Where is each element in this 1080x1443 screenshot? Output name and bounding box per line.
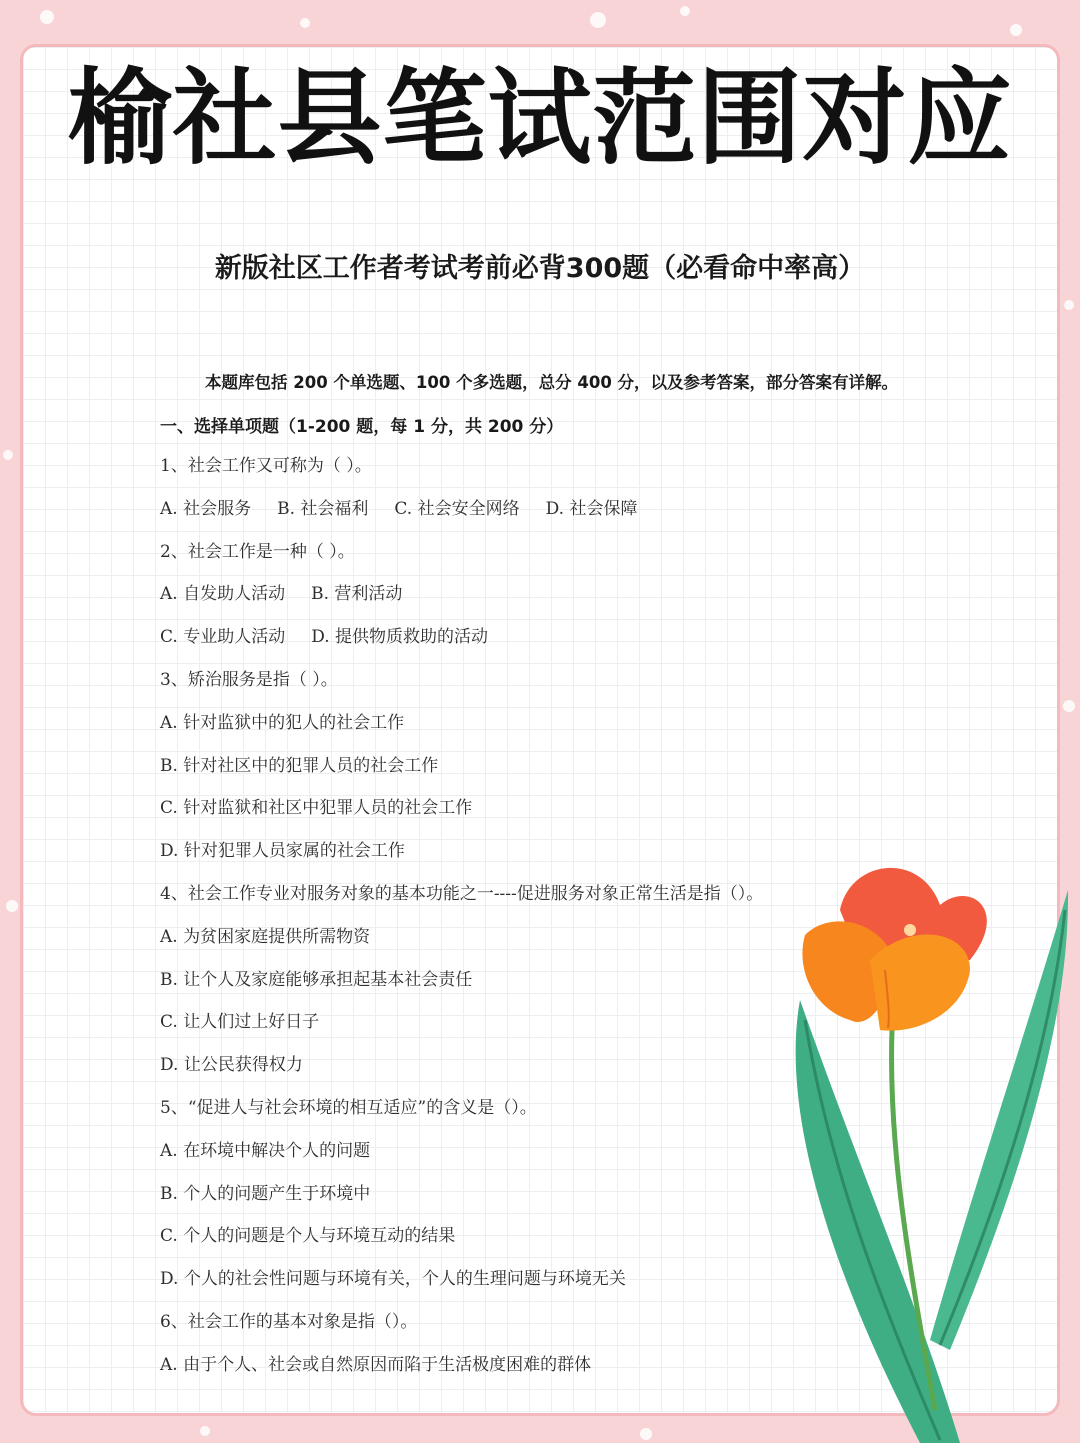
tulip-illustration: [770, 850, 1080, 1443]
pistil: [904, 924, 916, 936]
line-text: B. 让个人及家庭能够承担起基本社会责任: [160, 969, 473, 990]
petal-front-right: [870, 935, 970, 1031]
document-title: 新版社区工作者考试考前必背300题（必看命中率高）: [214, 253, 866, 284]
decor-dot: [1010, 24, 1022, 36]
line-text: A. 社会服务: [160, 498, 252, 519]
decor-dot: [1063, 700, 1075, 712]
line-text: D. 个人的社会性问题与环境有关，个人的生理问题与环境无关: [160, 1269, 626, 1290]
line-text: C. 社会安全网络: [394, 498, 520, 519]
line-text: C. 个人的问题是个人与环境互动的结果: [160, 1226, 456, 1247]
line-text: D. 提供物质救助的活动: [311, 627, 489, 648]
line-text: D. 社会保障: [545, 498, 638, 519]
line-text: C. 专业助人活动: [160, 627, 286, 648]
answer-option-row: [160, 709, 880, 752]
decor-dot: [200, 1426, 210, 1436]
decor-dot: [680, 6, 690, 16]
line-text: B. 营利活动: [311, 584, 403, 605]
line-text: C. 针对监狱和社区中犯罪人员的社会工作: [160, 798, 473, 819]
line-text: D. 让公民获得权力: [160, 1055, 303, 1076]
decor-dot: [590, 12, 606, 28]
decor-dot: [300, 18, 310, 28]
line-text: 6、社会工作的基本对象是指（）。: [160, 1311, 418, 1332]
line-text: 1、社会工作又可称为（ ）。: [160, 456, 372, 476]
line-text: B. 社会福利: [277, 498, 369, 519]
answer-option-row: [160, 495, 880, 538]
line-text: A. 针对监狱中的犯人的社会工作: [160, 712, 405, 733]
answer-option-row: [160, 623, 880, 666]
decor-dot: [1064, 300, 1074, 310]
question-stem: [160, 666, 880, 709]
section-title: 一、选择单项题（1-200 题，每 1 分，共 200 分）: [160, 417, 564, 437]
answer-option-row: [160, 752, 880, 795]
line-text: 4、社会工作专业对服务对象的基本功能之一----促进服务对象正常生活是指（）。: [160, 883, 764, 904]
line-text: C. 让人们过上好日子: [160, 1012, 320, 1033]
answer-option-row: [160, 794, 880, 837]
headline: 榆社县笔试范围对应: [67, 57, 1013, 179]
line-text: B. 针对社区中的犯罪人员的社会工作: [160, 755, 439, 776]
decor-dot: [40, 10, 54, 24]
question-stem: [160, 452, 880, 495]
decor-dot: [640, 1428, 652, 1440]
line-text: A. 在环境中解决个人的问题: [160, 1140, 371, 1161]
line-text: A. 自发助人活动: [160, 584, 286, 605]
line-text: A. 由于个人、社会或自然原因而陷于生活极度困难的群体: [160, 1354, 592, 1375]
decor-dot: [6, 900, 18, 912]
line-text: D. 针对犯罪人员家属的社会工作: [160, 841, 405, 862]
line-text: 2、社会工作是一种（ ）。: [160, 541, 355, 562]
leaf-left-shape: [796, 1000, 960, 1443]
question-stem: [160, 538, 880, 581]
answer-option-row: [160, 580, 880, 623]
decor-dot: [3, 450, 13, 460]
line-text: A. 为贫困家庭提供所需物资: [160, 926, 371, 947]
intro-text: 本题库包括 200 个单选题、100 个多选题，总分 400 分，以及参考答案，部分答案有详解。: [205, 373, 899, 392]
line-text: B. 个人的问题产生于环境中: [160, 1183, 371, 1204]
line-text: 3、矫治服务是指（ ）。: [160, 669, 338, 690]
line-text: 5、“促进人与社会环境的相互适应”的含义是（）。: [160, 1097, 537, 1118]
